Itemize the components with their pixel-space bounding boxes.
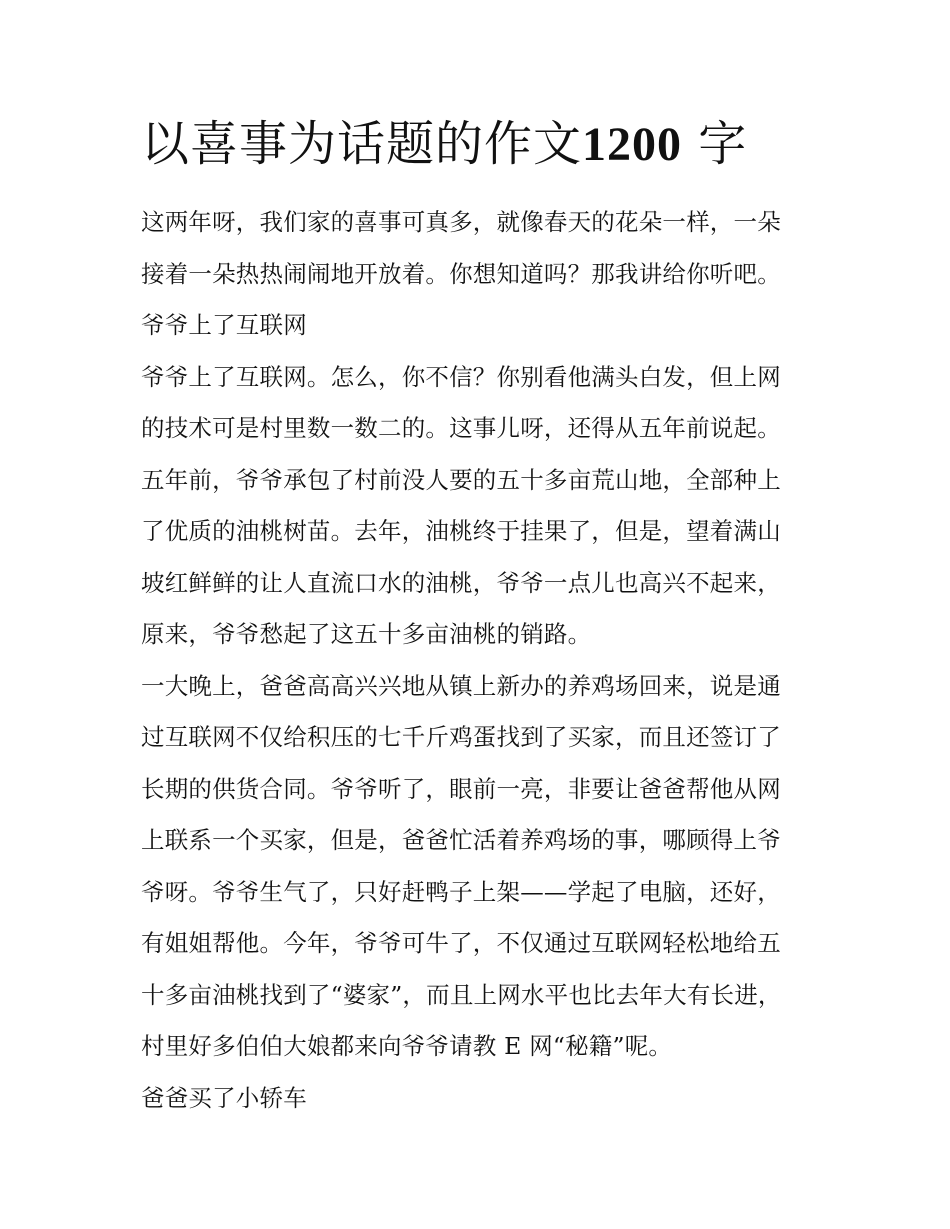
section-heading: 爸爸买了小轿车: [141, 1083, 307, 1112]
title-number: 1200: [582, 118, 683, 171]
text-line: 过互联网不仅给积压的七千斤鸡蛋找到了买家，而且还签订了: [141, 723, 781, 751]
text-line: 爷爷上了互联网。怎么，你不信？你别看他满头白发，但上网: [141, 362, 781, 391]
text-line: 有姐姐帮他。今年，爷爷可牛了，不仅通过互联网轻松地给五: [141, 929, 781, 957]
text-line: 这两年呀，我们家的喜事可真多，就像春天的花朵一样，一朵: [141, 208, 781, 236]
section-heading: 爷爷上了互联网: [141, 311, 307, 339]
text-line: 一大晚上，爸爸高高兴兴地从镇上新办的养鸡场回来，说是通: [141, 671, 781, 700]
text-line: 五年前，爷爷承包了村前没人要的五十多亩荒山地，全部种上: [141, 465, 781, 494]
text-line: 了优质的油桃树苗。去年，油桃终于挂果了，但是，望着满山: [141, 517, 781, 545]
text-line: 十多亩油桃找到了“婆家”，而且上网水平也比去年大有长进，: [141, 980, 782, 1009]
document-body: [141, 197, 811, 1124]
text-line: 的技术可是村里数一数二的。这事儿呀，还得从五年前说起。: [141, 414, 781, 442]
text-line: 上联系一个买家，但是，爸爸忙活着养鸡场的事，哪顾得上爷: [141, 826, 781, 854]
text-line: 村里好多伯伯大娘都来向爷爷请教 E 网“秘籍”呢。: [141, 1032, 673, 1060]
text-line: 长期的供货合同。爷爷听了，眼前一亮，非要让爸爸帮他从网: [141, 774, 781, 803]
text-line: 爷呀。爷爷生气了，只好赶鸭子上架——学起了电脑，还好，: [141, 877, 781, 906]
text-line: 原来，爷爷愁起了这五十多亩油桃的销路。: [141, 620, 592, 648]
text-line: 接着一朵热热闹闹地开放着。你想知道吗？那我讲给你听吧。: [141, 259, 781, 288]
title-text: 以喜事为话题的作文: [141, 116, 583, 172]
document-title: [141, 112, 861, 177]
title-suffix: 字: [698, 116, 748, 172]
text-line: 坡红鲜鲜的让人直流口水的油桃，爷爷一点儿也高兴不起来，: [141, 568, 781, 597]
